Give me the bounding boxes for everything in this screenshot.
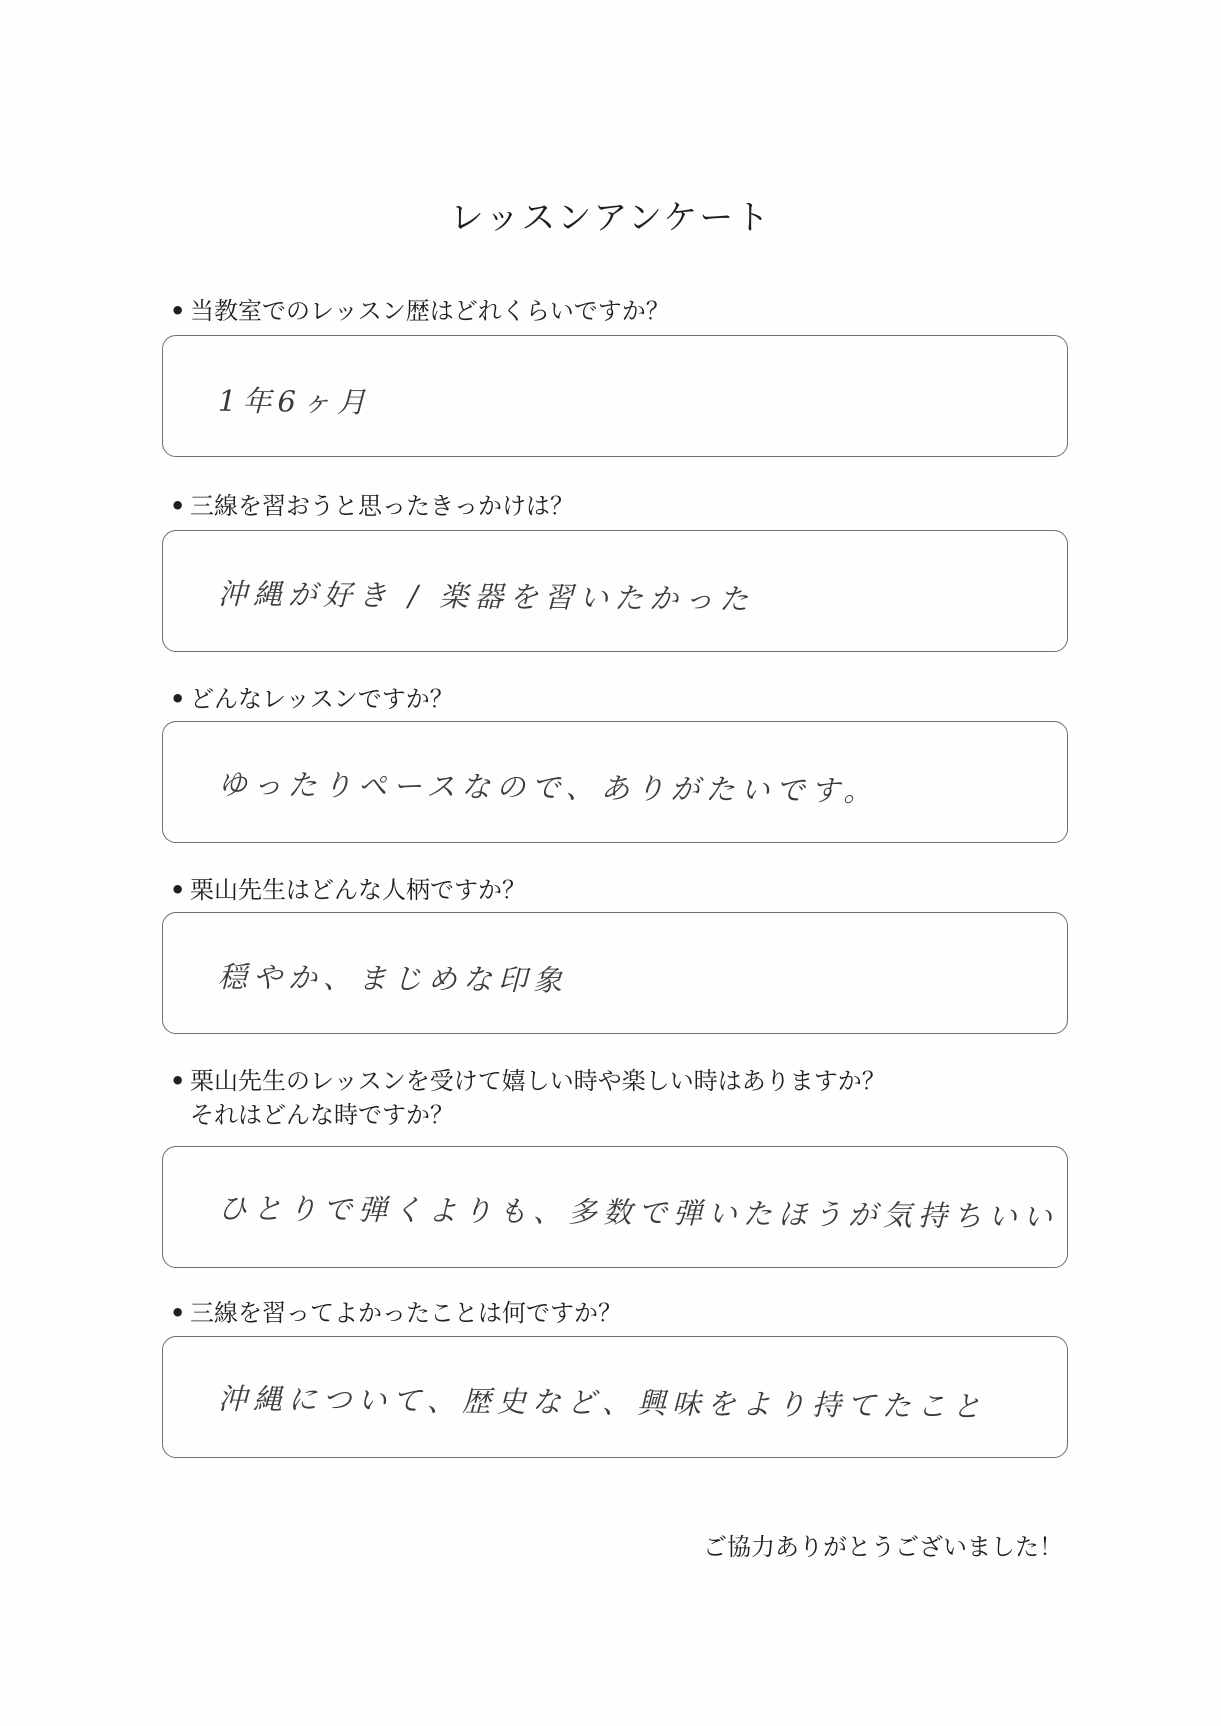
answer-box-4 xyxy=(162,912,1068,1034)
question-3 xyxy=(170,682,454,716)
question-3-text: どんなレッスンですか？ xyxy=(190,685,454,713)
question-4 xyxy=(170,873,526,907)
answer-5-text: ひとりで弾くよりも、多数で弾いたほうが気持ちいい xyxy=(217,1191,1059,1234)
question-4-text: 栗山先生はどんな人柄ですか？ xyxy=(190,876,526,904)
bullet: • xyxy=(170,1067,186,1095)
question-6-text: 三線を習ってよかったことは何ですか？ xyxy=(190,1299,622,1327)
bullet: • xyxy=(170,1299,186,1327)
bullet: • xyxy=(170,876,186,904)
page-title: レッスンアンケート xyxy=(449,198,772,238)
answer-box-3 xyxy=(162,721,1068,843)
answer-4-text: 穏やか、まじめな印象 xyxy=(217,959,569,998)
question-2 xyxy=(170,489,574,523)
question-5 xyxy=(170,1064,886,1132)
question-1-text: 当教室でのレッスン歴はどれくらいですか？ xyxy=(190,297,670,325)
answer-3-text: ゆったりペースなので、ありがたいです。 xyxy=(217,767,879,809)
question-1 xyxy=(170,294,670,328)
question-2-text: 三線を習おうと思ったきっかけは？ xyxy=(190,492,574,520)
thanks-message: ご協力ありがとうございました！ xyxy=(703,1533,1063,1561)
bullet: • xyxy=(170,297,186,325)
question-5-text-cont: それはどんな時ですか？ xyxy=(190,1101,454,1129)
answer-box-2 xyxy=(162,530,1068,652)
answer-6-text: 沖縄について、歴史など、興味をより持てたこと xyxy=(217,1381,987,1424)
answer-1-text: 1年6ヶ月 xyxy=(217,383,373,420)
answer-box-1 xyxy=(162,335,1068,457)
answer-box-5 xyxy=(162,1146,1068,1268)
bullet: • xyxy=(170,685,186,713)
answer-box-6 xyxy=(162,1336,1068,1458)
question-6 xyxy=(170,1296,622,1330)
answer-2-text: 沖縄が好き / 楽器を習いたかった xyxy=(217,576,755,617)
question-5-text: 栗山先生のレッスンを受けて嬉しい時や楽しい時はありますか？ xyxy=(190,1067,886,1095)
bullet: • xyxy=(170,492,186,520)
